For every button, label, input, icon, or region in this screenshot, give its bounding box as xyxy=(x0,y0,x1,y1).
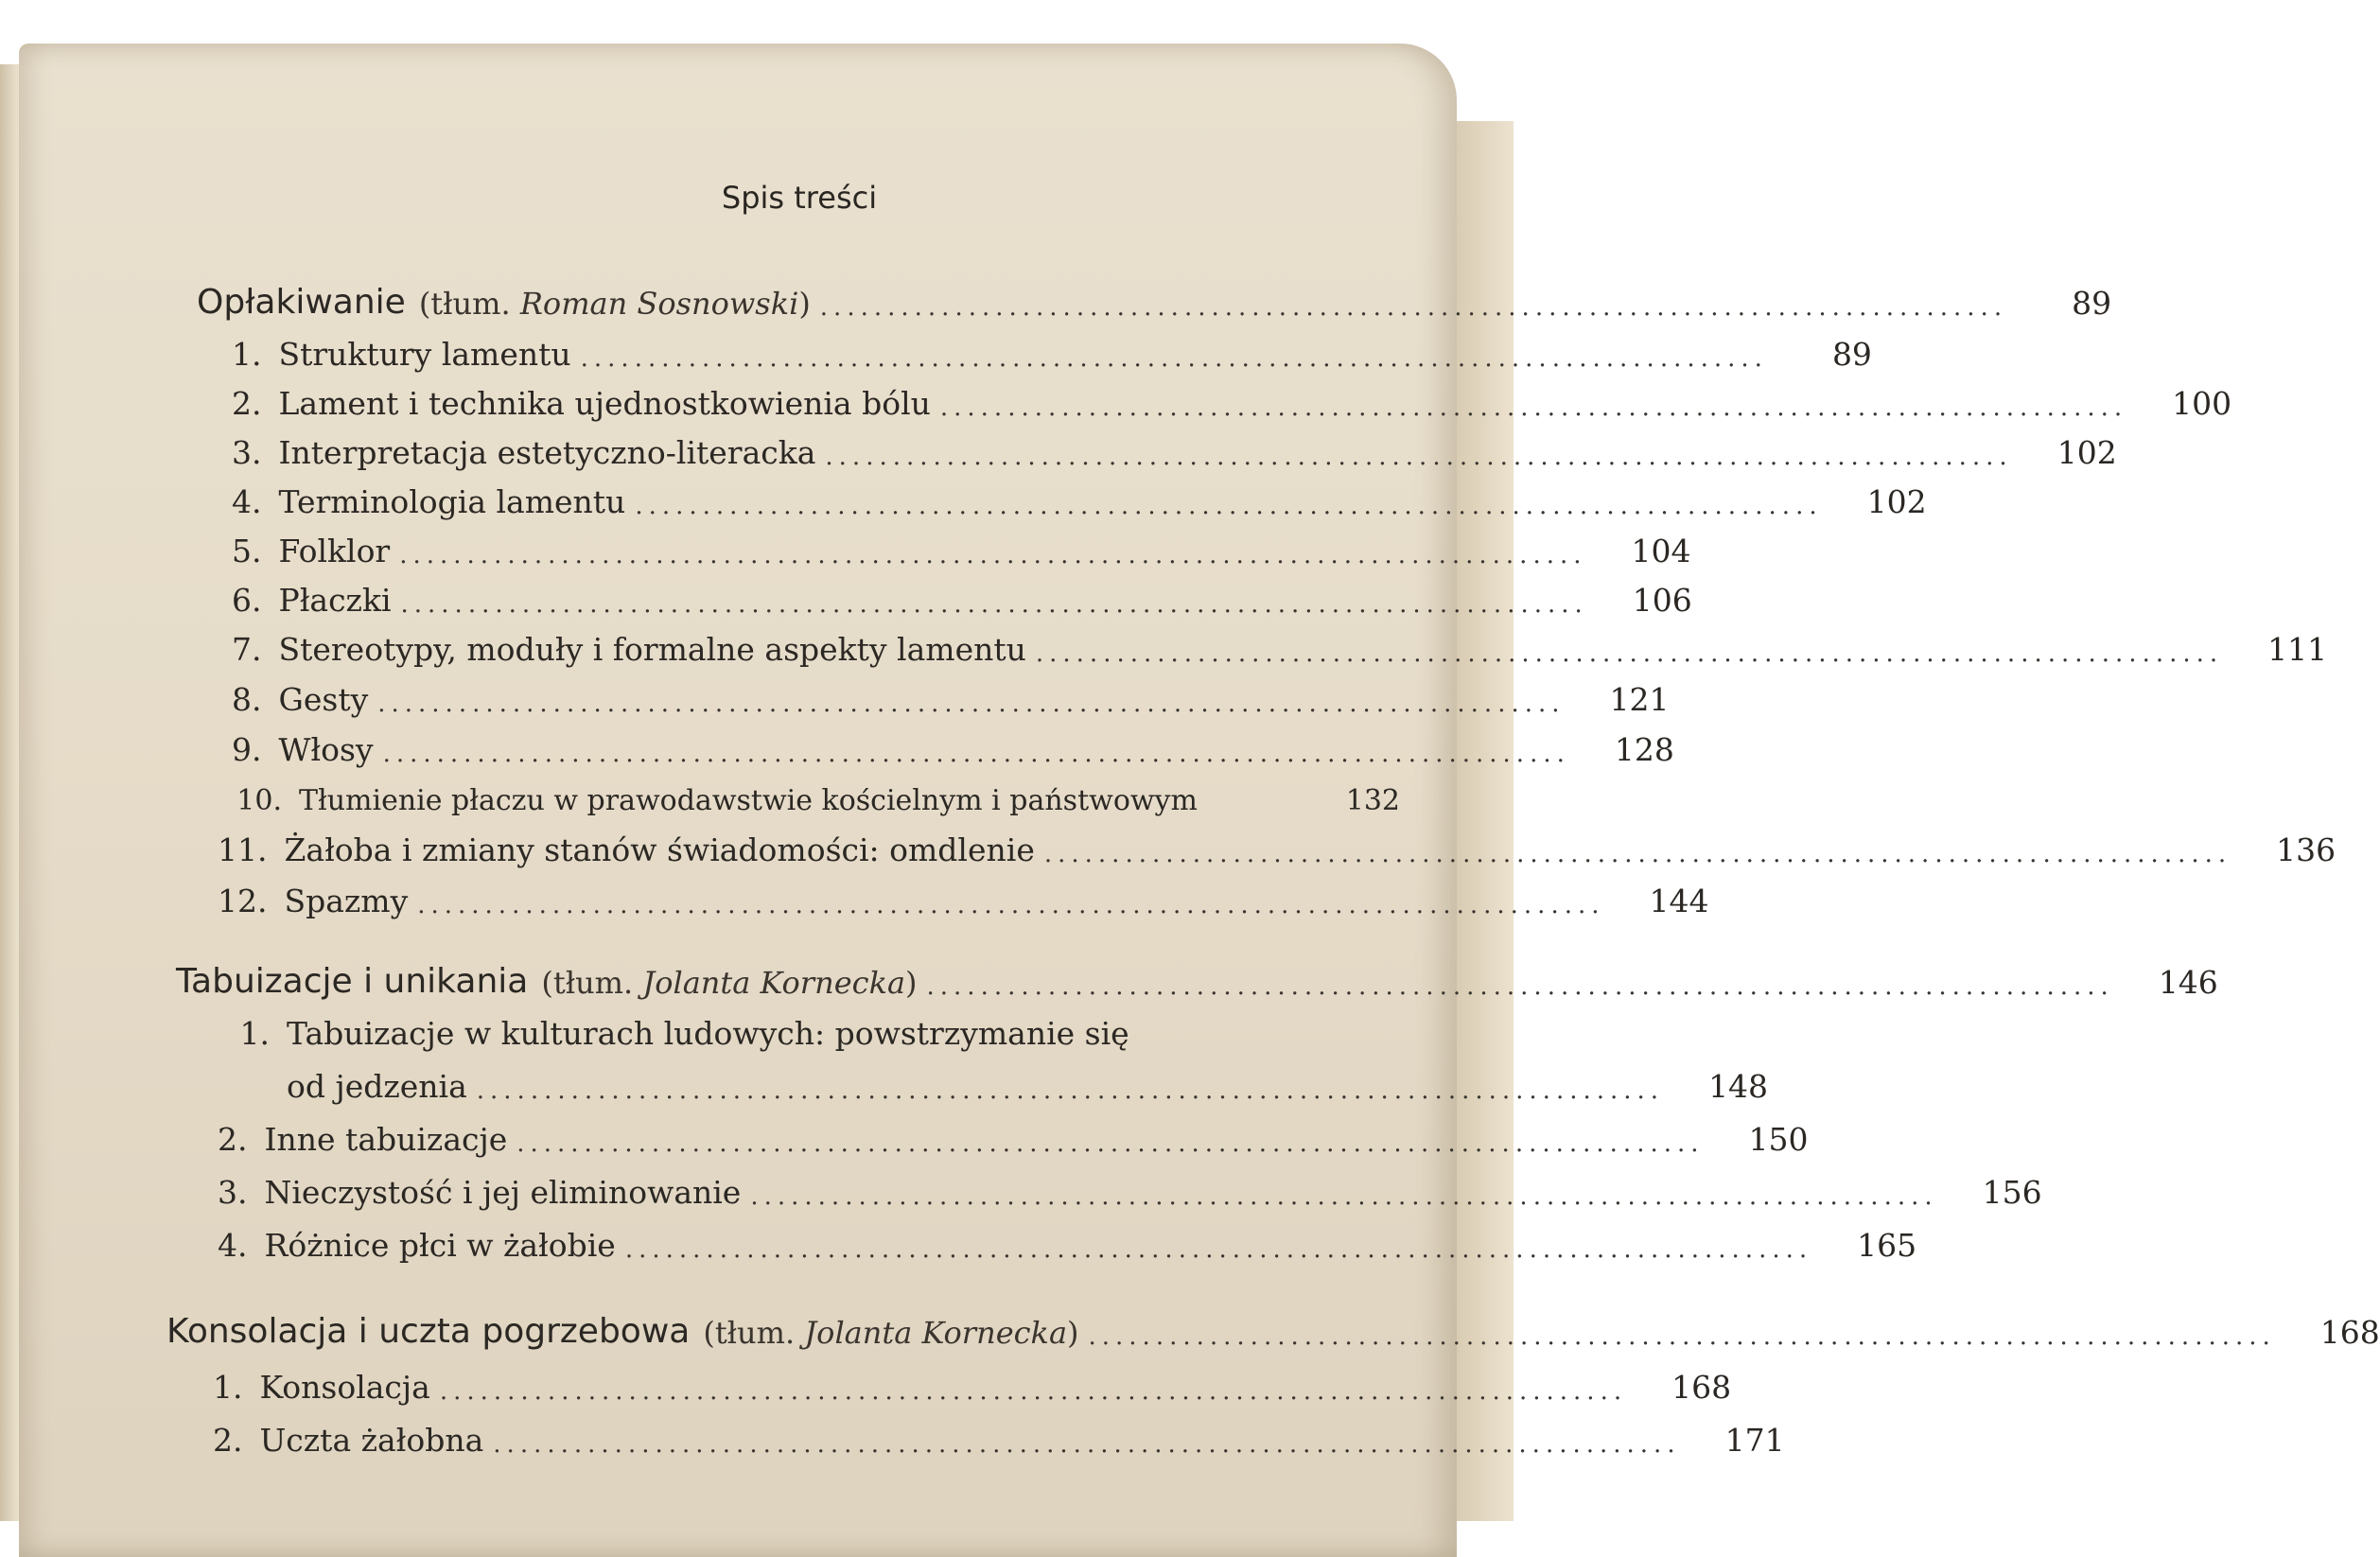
page-number: 165 xyxy=(1857,1227,1917,1264)
entry-title: Interpretacja estetyczno-literacka xyxy=(278,434,816,471)
entry-title: Płaczki xyxy=(278,582,392,619)
page-title: Spis treści xyxy=(721,180,878,216)
entry-number: 5. xyxy=(232,533,262,569)
entry-title: Nieczystość i jej eliminowanie xyxy=(264,1174,742,1211)
entry-title: Struktury lamentu xyxy=(278,336,571,373)
translator-credit: (tłum. Jolanta Kornecka) xyxy=(541,965,918,1001)
leader-dots: ........................................................................................ xyxy=(926,972,2114,1001)
entry-title: Gesty xyxy=(278,681,369,718)
toc-entry xyxy=(232,429,2117,471)
toc-section-heading xyxy=(166,1309,2380,1351)
entry-title: Tłumienie płaczu w prawodawstwie kościelnym i państwowym xyxy=(299,784,1198,817)
toc-entry xyxy=(232,528,1691,569)
page-number: 102 xyxy=(1866,483,1927,520)
leader-dots: ........................................................................................ xyxy=(1043,840,2232,868)
translator-credit: (tłum. Roman Sosnowski) xyxy=(418,286,811,322)
toc-entry xyxy=(232,380,2232,422)
entry-title: Lament i technika ujednostkowienia bólu xyxy=(278,385,931,422)
entry-title: Spazmy xyxy=(284,883,409,919)
leader-dots: ........................................................................................ xyxy=(819,293,2008,322)
entry-number: 12. xyxy=(218,883,268,919)
leader-dots: ........................................................................................ xyxy=(382,740,1570,768)
toc-entry xyxy=(218,1169,2042,1211)
page-number: 111 xyxy=(2267,631,2328,668)
leader-dots: ........................................................................................ xyxy=(377,690,1566,718)
entry-number: 10. xyxy=(236,784,282,817)
toc-entry-line1 xyxy=(218,1010,1164,1052)
toc-entry xyxy=(232,676,1670,718)
leader-dots: ........................................................................................ xyxy=(516,1129,1705,1158)
translator-credit: (tłum. Jolanta Kornecka) xyxy=(703,1315,1079,1351)
toc-entry-line2 xyxy=(287,1063,1769,1105)
entry-number: 6. xyxy=(232,582,262,619)
entry-title: Włosy xyxy=(278,731,374,768)
page-number: 168 xyxy=(1671,1369,1732,1406)
leader-dots: ........................................................................................ xyxy=(825,443,2013,471)
entry-number: 11. xyxy=(218,831,268,868)
page-number: 156 xyxy=(1982,1174,2042,1211)
entry-title: Terminologia lamentu xyxy=(278,483,626,520)
toc-section-heading xyxy=(176,959,2218,1001)
page-number: 132 xyxy=(1345,784,1400,817)
leader-dots: ........................................................................................ xyxy=(417,891,1605,919)
entry-number: 7. xyxy=(232,631,262,668)
leader-dots: ........................................................................................ xyxy=(399,541,1587,569)
entry-number: 9. xyxy=(232,731,262,768)
leader-dots: ........................................................................................ xyxy=(580,344,1768,373)
entry-number: 1. xyxy=(232,336,262,373)
section-title: Tabuizacje i unikania xyxy=(176,962,529,1001)
page-number: 146 xyxy=(2158,964,2218,1001)
leader-dots: ........................................................................................ xyxy=(939,394,2128,422)
entry-title: Żałoba i zmiany stanów świadomości: omdlenie xyxy=(284,831,1035,868)
leader-dots: ........................................................................................ xyxy=(493,1430,1681,1459)
entry-title: Folklor xyxy=(278,533,391,569)
entry-number: 4. xyxy=(232,483,262,520)
page-number: 100 xyxy=(2172,385,2232,422)
leader-dots: ........................................................................................ xyxy=(1088,1322,2276,1351)
entry-number: 3. xyxy=(232,434,262,471)
page-number: 128 xyxy=(1614,731,1674,768)
page-number: 144 xyxy=(1649,883,1709,919)
entry-title: Stereotypy, moduły i formalne aspekty lamentu xyxy=(278,631,1026,668)
toc-entry xyxy=(232,726,1674,768)
page-number: 171 xyxy=(1724,1422,1785,1459)
entry-title: Tabuizacje w kulturach ludowych: powstrzymanie się xyxy=(287,1015,1129,1052)
entry-number: 4. xyxy=(218,1227,248,1264)
page-number: 150 xyxy=(1748,1121,1809,1158)
entry-number: 8. xyxy=(232,681,262,718)
toc-entry xyxy=(218,1222,1917,1264)
page-number: 102 xyxy=(2056,434,2117,471)
toc-section-heading xyxy=(197,280,2112,322)
entry-number: 3. xyxy=(218,1174,248,1211)
entry-title: Różnice płci w żałobie xyxy=(264,1227,616,1264)
page-number: 89 xyxy=(2072,285,2112,322)
toc-entry xyxy=(213,1364,1732,1406)
page-number: 136 xyxy=(2276,831,2336,868)
leader-dots: ........................................................................................ xyxy=(400,590,1588,619)
section-title: Konsolacja i uczta pogrzebowa xyxy=(166,1312,691,1351)
page-number: 121 xyxy=(1609,681,1670,718)
leader-dots: ........................................................................................ xyxy=(750,1182,1938,1211)
leader-dots: ........................................................................................ xyxy=(624,1235,1813,1264)
toc-entry xyxy=(213,1417,1785,1459)
entry-number: 1. xyxy=(239,1015,270,1052)
page-number: 89 xyxy=(1831,336,1872,373)
toc-entry xyxy=(232,331,1872,373)
toc-entry xyxy=(232,577,1692,619)
toc-entry xyxy=(232,479,1927,520)
entry-title-continued: od jedzenia xyxy=(287,1068,467,1105)
entry-number: 1. xyxy=(213,1369,243,1406)
entry-title: Konsolacja xyxy=(259,1369,430,1406)
toc-entry xyxy=(218,776,1400,817)
page-number: 104 xyxy=(1631,533,1691,569)
section-title: Opłakiwanie xyxy=(197,283,406,322)
toc-entry xyxy=(232,626,2328,668)
entry-title: Inne tabuizacje xyxy=(264,1121,508,1158)
leader-dots: ........................................................................................ xyxy=(635,492,1823,520)
page-number: 106 xyxy=(1632,582,1692,619)
page-number: 148 xyxy=(1708,1068,1769,1105)
entry-number: 2. xyxy=(218,1121,248,1158)
entry-number: 2. xyxy=(213,1422,243,1459)
leader-dots: ........................................................................................ xyxy=(1035,639,2224,668)
entry-title: Uczta żałobna xyxy=(259,1422,484,1459)
toc-entry xyxy=(218,1116,1809,1158)
entry-number: 2. xyxy=(232,385,262,422)
page-number: 168 xyxy=(2319,1314,2380,1351)
toc-entry xyxy=(218,827,2336,868)
leader-dots: ........................................................................................ xyxy=(476,1076,1665,1105)
leader-dots: ........................................................................................ xyxy=(439,1377,1628,1406)
toc-entry xyxy=(218,878,1709,919)
